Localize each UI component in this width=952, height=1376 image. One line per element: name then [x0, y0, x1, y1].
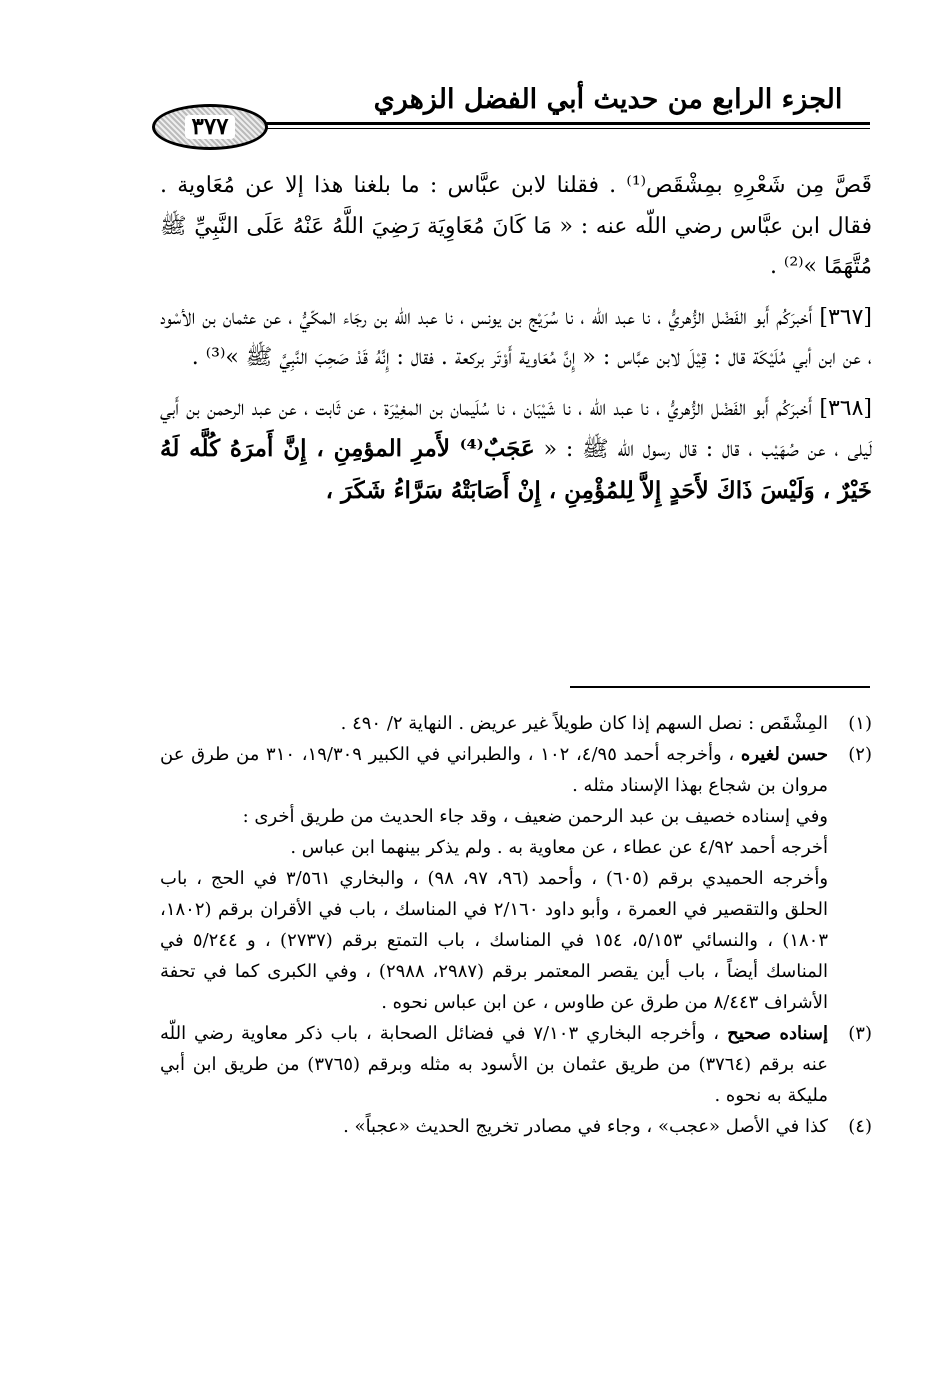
footnote-1	[160, 708, 872, 739]
footnote-2	[160, 739, 872, 1018]
header-title: الجزء الرابع من حديث أبي الفضل الزهري	[373, 84, 843, 115]
footnote-text	[160, 739, 828, 801]
running-header	[150, 82, 870, 152]
footnote-number: (٤)	[848, 1116, 872, 1137]
hadith-367	[160, 298, 872, 379]
hadith-matn: عَجَبٌ⁽⁴⁾ لأَمرِ المؤمِنِ ، إِنَّ أَمرَهُ كُلَّه لَهُ خَيْرٌ ، وَلَيْسَ ذَاكَ لأَحَدٍ إِلاَّ لِلمُؤْمِنِ ، إِنْ أَصَابَتْهُ سَرَّاءُ شَكَرَ ،	[160, 435, 872, 504]
footnote-separator	[570, 686, 870, 688]
footnote-text	[160, 1018, 828, 1111]
grading: إسناده صحيح	[727, 1023, 828, 1044]
hadith-text: أَخبرَكُم أَبو الفَضْل الزُّهريُّ ، نا عبد اللّه ، نا سُرَيْج بن يونس ، نا عبد اللّه بن رجَاء المكّيُّ ، عن عثمان بن الأسْود ، عن ابن أبي مُلَيْكَة قال : قِيْلَ لابن عبَّاس : « إِنَّ مُعَاوية أَوْتَر بركعة . فقال : إِنَّهُ قَدْ صَحِبَ النَّبِيَّ ﷺ »⁽³⁾ .	[160, 304, 872, 370]
header-rule	[246, 122, 870, 125]
footnote-number: (٣)	[848, 1023, 872, 1044]
page-number: ٣٧٧	[185, 115, 234, 139]
grading: حسن لغيره	[740, 744, 828, 765]
page-number-badge	[152, 104, 268, 150]
main-text	[160, 166, 872, 512]
header-rule-thin	[246, 128, 870, 129]
footnote-4	[160, 1111, 872, 1142]
footnote-text: المِشْقَص : نصل السهم إذا كان طويلاً غير عريض . النهاية ٢/ ٤٩٠ .	[340, 713, 828, 734]
hadith-number: [٣٦٧]	[819, 304, 872, 330]
paragraph-continuation: قَصَّ مِن شَعْرِهِ بمِشْقَص⁽¹⁾ . فقلنا لابن عبَّاس : ما بلغنا هذا إلا عن مُعَاوية . فقال ابن عبَّاس رضي اللّه عنه : « مَا كَانَ مُعَاوِيَة رَضِيَ اللَّهُ عَنْهُ عَلَى النَّبِيِّ ﷺ مُتَّهَمًا »⁽²⁾ .	[160, 173, 872, 279]
footnotes	[160, 708, 872, 1142]
footnote-extra: أخرجه أحمد ٤/٩٢ عن عطاء ، عن معاوية به . ولم يذكر بينهما ابن عباس .	[290, 837, 828, 858]
hadith-text: أَخبرَكُم أَبو الفَضْل الزُّهريُّ ، نا عبد الله ، نا شَيْبَان ، نا سُلَيمان بن المغِيْرَة ، عن ثَابت ، عن عبد الرحمن بن أَبي لَيلى ، عن صُهَيْب ، قال : قال رسول اللّه ﷺ : «	[160, 395, 872, 462]
footnote-main: ، وأخرجه أحمد ٤/٩٥، ١٠٢ ، والطبراني في الكبير ١٩/٣٠٩، ٣١٠ من طرق عن مروان بن شجاع بهذا الإسناد مثله .	[160, 744, 828, 796]
footnote-text: كذا في الأصل «عجب» ، وجاء في مصادر تخريج الحديث «عجباً» .	[343, 1116, 828, 1137]
footnote-number: (٢)	[848, 744, 872, 765]
footnote-extra: وفي إسناده خصيف بن عبد الرحمن ضعيف ، وقد جاء الحديث من طريق أخرى :	[242, 806, 828, 827]
hadith-number: [٣٦٨]	[819, 395, 872, 421]
footnote-main: ، وأخرجه البخاري ٧/١٠٣ في فضائل الصحابة ، باب ذكر معاوية رضي اللّه عنه برقم (٣٧٦٤) من طريق عثمان بن الأسود به مثله وبرقم (٣٧٦٥) من طريق ابن أبي مليكة به نحوه .	[160, 1023, 828, 1106]
footnote-3	[160, 1018, 872, 1111]
footnote-extra: وأخرجه الحميدي برقم (٦٠٥) ، وأحمد (٩٦، ٩٧، ٩٨) ، والبخاري ٣/٥٦١ في الحج ، باب الحلق والتقصير في العمرة ، وأبو داود ٢/١٦٠ في المناسك ، باب في الأقران برقم (١٨٠٢، ١٨٠٣) ، والنسائي ٥/١٥٣، ١٥٤ في المناسك ، باب التمتع برقم (٢٧٣٧) ، و ٥/٢٤٤ في المناسك أيضاً ، باب أين يقصر المعتمر برقم (٢٩٨٧، ٢٩٨٨) ، وفي الكبرى كما في تحفة الأشراف ٨/٤٤٣ من طرق عن طاوس ، عن ابن عباس نحوه .	[160, 868, 829, 1013]
footnote-number: (١)	[848, 713, 872, 734]
hadith-368	[160, 389, 872, 513]
